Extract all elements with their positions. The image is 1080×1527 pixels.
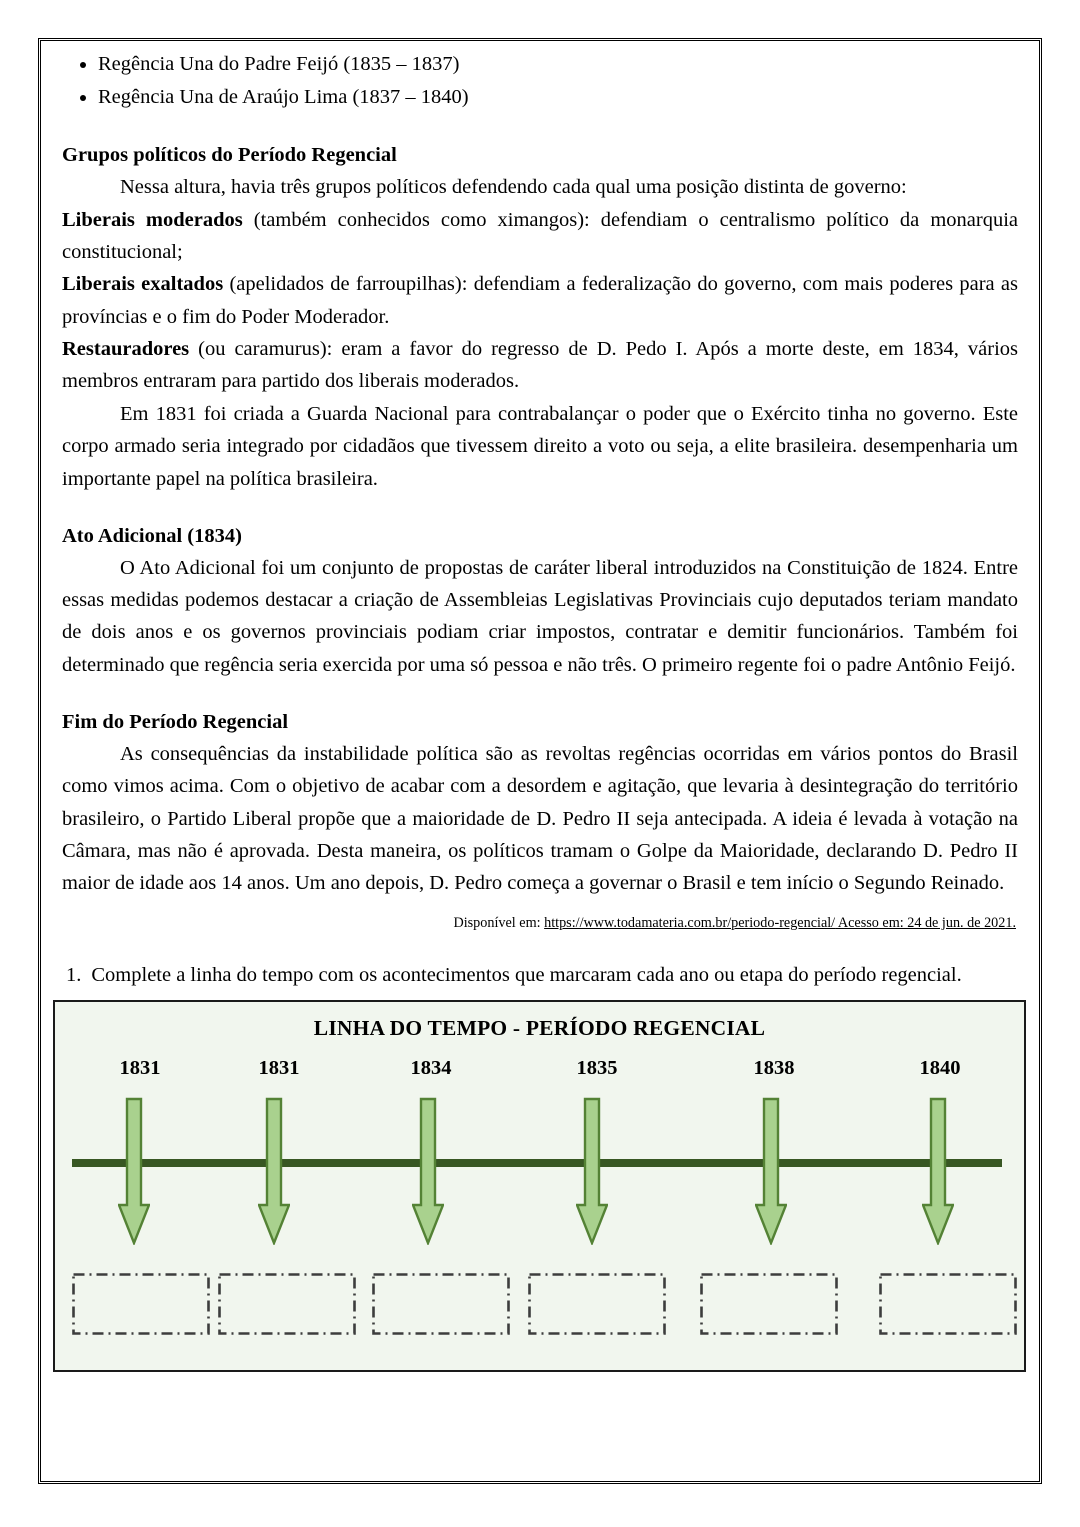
timeline-panel xyxy=(53,1000,1026,1372)
timeline-year-4: 1835 xyxy=(576,1057,618,1079)
list-item: • Regência Una de Araújo Lima (1837 – 1840) xyxy=(98,81,1018,114)
source-attribution xyxy=(62,914,1018,934)
timeline-year-5: 1838 xyxy=(753,1057,795,1079)
section-heading-fim-periodo-regencial: Fim do Período Regencial xyxy=(62,711,289,734)
question-1 xyxy=(62,960,1018,991)
timeline-year-labels xyxy=(55,1057,1024,1091)
timeline-stage xyxy=(55,1097,1024,1269)
term-liberais-exaltados: Liberais exaltados xyxy=(62,273,224,296)
answer-slot-4[interactable] xyxy=(528,1273,666,1335)
timeline-answer-slots xyxy=(55,1273,1024,1335)
answer-slot-3[interactable] xyxy=(372,1273,510,1335)
timeline-arrow-1 xyxy=(118,1097,150,1245)
answer-slot-6[interactable] xyxy=(879,1273,1017,1335)
timeline-year-6: 1840 xyxy=(919,1057,961,1079)
section-heading-grupos-politicos: Grupos políticos do Período Regencial xyxy=(62,144,397,167)
paragraph-guarda-nacional: Em 1831 foi criada a Guarda Nacional para contrabalançar o poder que o Exército tinha no governo. Este corpo armado seria integrado por cidadãos que tivessem direito a voto ou seja, a elite brasileira. desempenharia um importante papel na política brasileira. xyxy=(62,402,1018,490)
section-heading-ato-adicional: Ato Adicional (1834) xyxy=(62,524,242,547)
timeline-year-3: 1834 xyxy=(410,1057,452,1079)
timeline-year-1: 1831 xyxy=(119,1057,161,1079)
timeline-axis-line xyxy=(72,1159,1002,1167)
question-number: 1. xyxy=(66,963,82,986)
term-restauradores: Restauradores xyxy=(62,338,190,361)
timeline-arrow-5 xyxy=(755,1097,787,1245)
timeline-arrow-3 xyxy=(412,1097,444,1245)
source-prefix: Disponível em: xyxy=(453,914,545,931)
answer-slot-5[interactable] xyxy=(700,1273,838,1335)
section-intro-grupos-politicos: Nessa altura, havia três grupos políticos defendendo cada qual uma posição distinta de governo: xyxy=(120,176,907,199)
paragraph-fim-periodo-regencial: As consequências da instabilidade política são as revoltas regências ocorridas em vários pontos do Brasil como vimos acima. Com o objetivo de acabar com a desordem e agitação, que levaria à desintegração do território brasileiro, o Partido Liberal propõe que a maioridade de D. Pedro II seja antecipada. A ideia é levada à votação na Câmara, mas não é aprovada. Desta maneira, os políticos tramam o Golpe da Maioridade, declarando D. Pedro II maior de idade aos 14 anos. Um ano depois, D. Pedro começa a governar o Brasil e tem início o Segundo Reinado. xyxy=(62,742,1018,895)
timeline-arrow-6 xyxy=(922,1097,954,1245)
timeline-title: LINHA DO TEMPO - PERÍODO REGENCIAL xyxy=(313,1016,766,1040)
regency-bullet-list xyxy=(62,48,1018,114)
definition-restauradores: (ou caramurus): eram a favor do regresso de D. Pedo I. Após a morte deste, em 1834, vários membros entraram para partido dos liberais moderados. xyxy=(62,338,1018,393)
document-body xyxy=(62,48,1018,990)
list-item: • Regência Una do Padre Feijó (1835 – 1837) xyxy=(98,48,1018,81)
question-text: Complete a linha do tempo com os acontecimentos que marcaram cada ano ou etapa do período regencial. xyxy=(91,963,962,986)
term-liberais-moderados: Liberais moderados xyxy=(62,208,243,231)
source-access-date: Acesso em: 24 de jun. de 2021. xyxy=(835,914,1016,931)
group-restauradores xyxy=(62,333,1018,398)
answer-slot-2[interactable] xyxy=(218,1273,356,1335)
answer-slot-1[interactable] xyxy=(72,1273,210,1335)
timeline-arrow-2 xyxy=(258,1097,290,1245)
paragraph-ato-adicional: O Ato Adicional foi um conjunto de propostas de caráter liberal introduzidos na Constituição de 1824. Entre essas medidas podemos destacar a criação de Assembleias Legislativas Provinciais cujo deputados teriam mandato de dois anos e os governos provinciais podiam criar impostos, contratar e demitir funcionários. Também foi determinado que regência seria exercida por uma só pessoa e não três. O primeiro regente foi o padre Antônio Feijó. xyxy=(62,556,1018,676)
group-liberais-moderados xyxy=(62,204,1018,269)
timeline-year-2: 1831 xyxy=(258,1057,300,1079)
definition-liberais-moderados: (também conhecidos como ximangos): defendiam o centralismo político da monarquia constitucional; xyxy=(62,208,1018,263)
source-url[interactable]: https://www.todamateria.com.br/periodo-regencial/ xyxy=(544,914,836,931)
group-liberais-exaltados xyxy=(62,268,1018,333)
definition-liberais-exaltados: (apelidados de farroupilhas): defendiam a federalização do governo, com mais poderes para as províncias e o fim do Poder Moderador. xyxy=(62,273,1018,328)
timeline-arrow-4 xyxy=(576,1097,608,1245)
